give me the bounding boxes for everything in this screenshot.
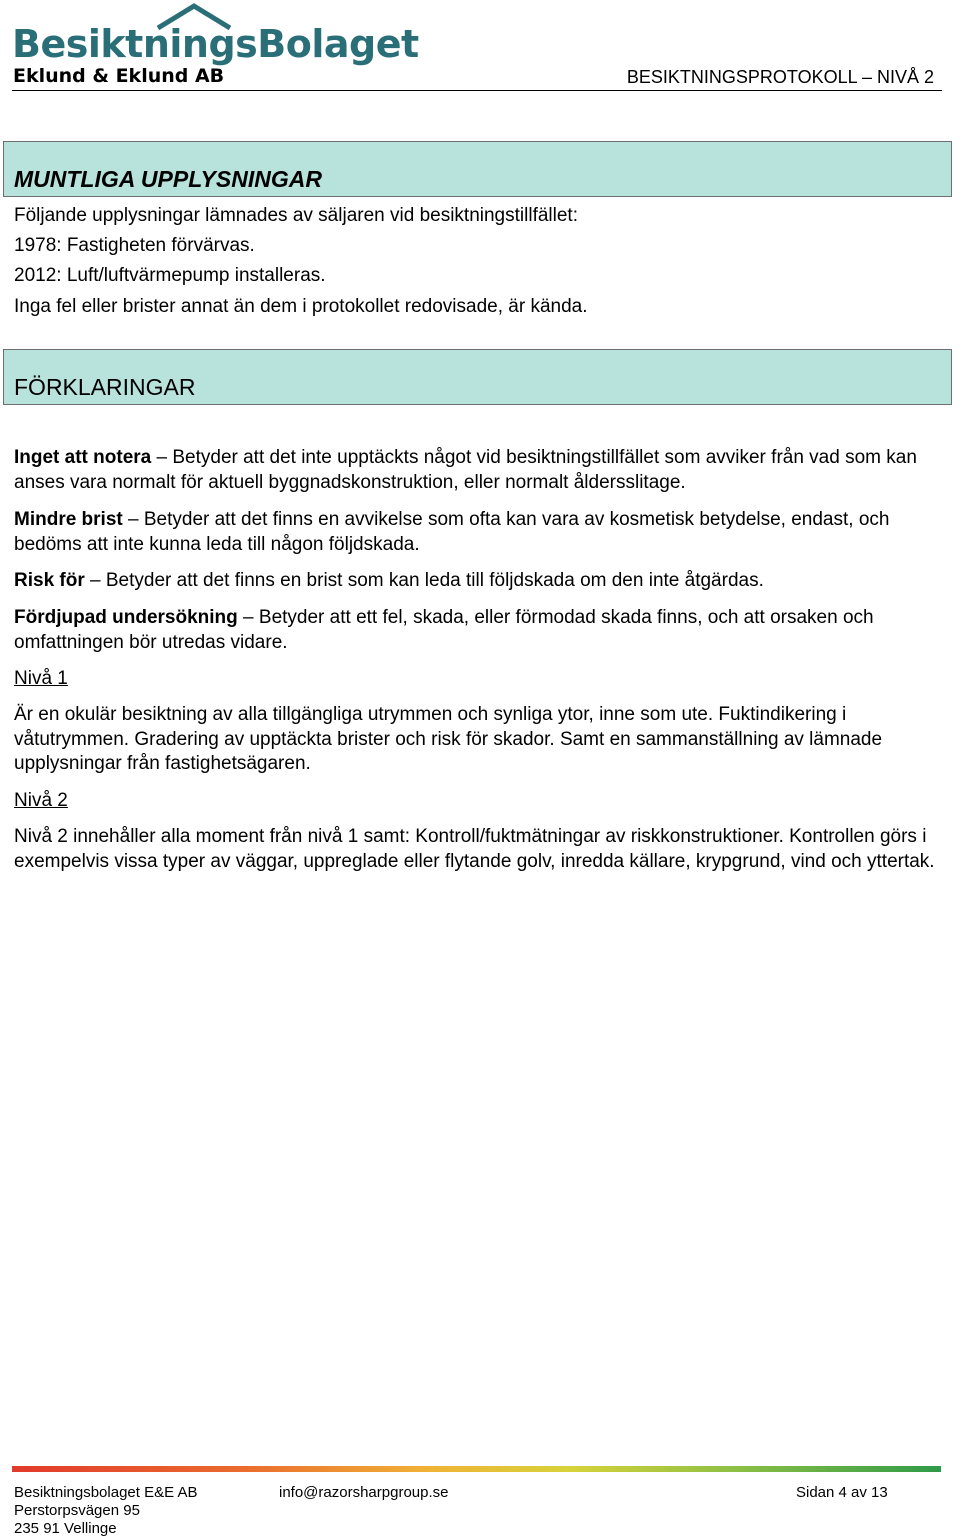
- term-text: Betyder att det finns en avvikelse som ofta kan vara av kosmetisk betydelse, endast, och bedöms att inte kunna leda till någon följdskada.: [14, 509, 890, 555]
- footer-email[interactable]: info@razorsharpgroup.se: [279, 1484, 449, 1501]
- footer-page-number: Sidan 4 av 13: [796, 1484, 888, 1501]
- header-divider: [12, 90, 942, 91]
- term-text: Betyder att ett fel, skada, eller förmodad skada finns, och att orsaken och omfattningen bör utredas vidare.: [14, 607, 874, 653]
- muntliga-line: Följande upplysningar lämnades av säljaren vid besiktningstillfället:: [14, 205, 578, 226]
- niva2-text: Nivå 2 innehåller alla moment från nivå 1 samt: Kontroll/fuktmätningar av riskkonstruktioner. Kontrollen görs i exempelvis vissa typer av väggar, uppreglade eller flytande golv, inredda källare, krypgrund, vind och yttertak.: [14, 826, 935, 872]
- term-definition: Inget att notera – Betyder att det inte upptäckts något vid besiktningstillfället som avviker från vad som kan anses vara normalt för aktuell byggnadskonstruktion, eller normalt åldersslitage.: [14, 447, 917, 493]
- term-definition: Risk för – Betyder att det finns en brist som kan leda till följdskada om den inte åtgärdas.: [14, 570, 764, 591]
- muntliga-line: 2012: Luft/luftvärmepump installeras.: [14, 265, 326, 286]
- footer-color-bar: [12, 1466, 941, 1472]
- document-title: BESIKTNINGSPROTOKOLL – NIVÅ 2: [626, 67, 934, 87]
- muntliga-heading: MUNTLIGA UPPLYSNINGAR: [14, 166, 322, 192]
- logo-name: BesiktningsBolaget: [12, 22, 419, 66]
- term-text: Betyder att det inte upptäckts något vid besiktningstillfället som avviker från vad som kan anses vara normalt för aktuell byggnadskonstruktion, eller normalt åldersslitage.: [14, 447, 917, 493]
- term-label: Fördjupad undersökning: [14, 607, 238, 628]
- footer-company: Besiktningsbolaget E&E AB: [14, 1484, 198, 1501]
- forklaringar-heading: FÖRKLARINGAR: [14, 374, 196, 400]
- company-logo: [12, 2, 452, 88]
- term-label: Mindre brist: [14, 509, 123, 530]
- term-text: Betyder att det finns en brist som kan leda till följdskada om den inte åtgärdas.: [105, 570, 764, 591]
- muntliga-line: 1978: Fastigheten förvärvas.: [14, 235, 255, 256]
- term-label: Risk för: [14, 570, 85, 591]
- term-label: Inget att notera: [14, 447, 152, 468]
- niva1-heading: Nivå 1: [14, 668, 68, 689]
- muntliga-heading-box: [3, 141, 952, 197]
- niva2-heading: Nivå 2: [14, 790, 68, 811]
- footer-street: Perstorpsvägen 95: [14, 1502, 140, 1519]
- term-definition: Mindre brist – Betyder att det finns en avvikelse som ofta kan vara av kosmetisk betydelse, endast, och bedöms att inte kunna leda till någon följdskada.: [14, 509, 890, 555]
- niva1-text: Är en okulär besiktning av alla tillgängliga utrymmen och synliga ytor, inne som ute. Fuktindikering i våtutrymmen. Gradering av upptäckta brister och risk för skador. Samt en sammanställning av lämnade upplysningar från fastighetsägaren.: [14, 704, 883, 774]
- logo-subtitle: Eklund & Eklund AB: [13, 65, 225, 87]
- muntliga-line: Inga fel eller brister annat än dem i protokollet redovisade, är kända.: [14, 296, 588, 317]
- term-definition: Fördjupad undersökning – Betyder att ett fel, skada, eller förmodad skada finns, och att orsaken och omfattningen bör utredas vidare.: [14, 607, 874, 653]
- footer-postal: 235 91 Vellinge: [14, 1520, 117, 1537]
- forklaringar-heading-box: [3, 349, 952, 405]
